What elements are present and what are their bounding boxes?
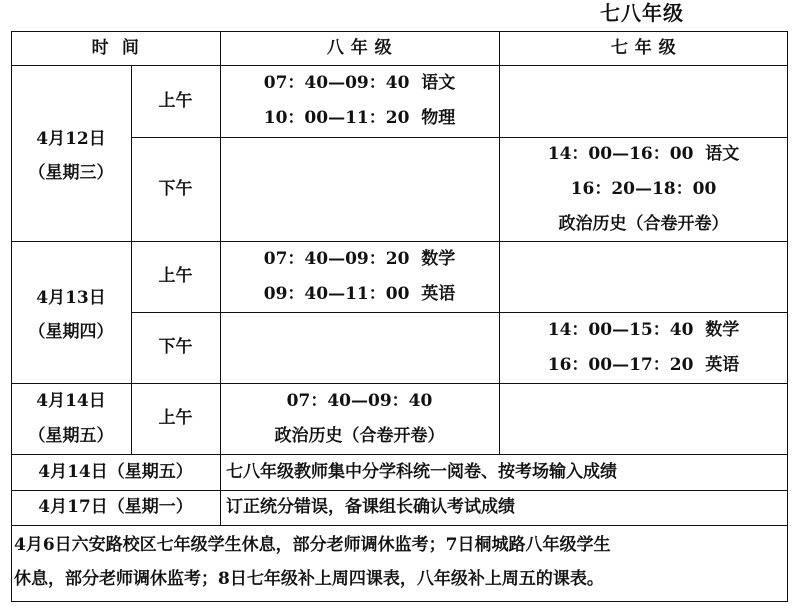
- g8-am-session: [220, 241, 499, 312]
- footnote-line: 休息，部分老师调休监考；8日七年级补上周四课表，八年级补上周五的课表。: [14, 569, 604, 589]
- summary-date: 4月14日（星期五）: [38, 461, 193, 482]
- am-label: 上午: [158, 90, 193, 111]
- table-border-bottom: [11, 601, 788, 602]
- session-line: 09：40—11：00 英语: [263, 283, 456, 304]
- header-time: 时 间: [91, 37, 140, 58]
- header-grade7: 七 年 级: [610, 37, 677, 58]
- date-cell: [11, 383, 131, 454]
- date-label: 4月12日: [36, 129, 106, 149]
- session-line: 16：20—18：00: [570, 178, 717, 199]
- am-label: 上午: [158, 408, 193, 428]
- session-line: 14：00—15：40 数学: [547, 319, 740, 340]
- g7-pm-session: [499, 137, 788, 241]
- weekday-label: （星期五）: [28, 425, 114, 446]
- footnote-line: 4月6日六安路校区七年级学生休息，部分老师调休监考；7日桐城路八年级学生: [14, 535, 611, 555]
- g7-pm-session: [499, 312, 788, 383]
- session-line: 07：40—09：40 语文: [263, 73, 456, 93]
- g8-am-session: [220, 65, 499, 137]
- g8-am-session: [220, 383, 499, 454]
- summary-text: 订正统分错误，备课组长确认考试成绩: [226, 497, 515, 517]
- session-line: 政治历史（合卷开卷）: [558, 213, 729, 234]
- am-label: 上午: [158, 266, 193, 286]
- session-line: 10：00—11：20 物理: [263, 108, 456, 128]
- session-line: 14：00—16：00 语文: [547, 143, 740, 164]
- date-label: 4月14日: [36, 390, 106, 411]
- session-line: 07：40—09：20 数学: [263, 248, 456, 269]
- pm-label: 下午: [158, 337, 193, 357]
- date-label: 4月13日: [36, 288, 106, 308]
- summary-text: 七八年级教师集中分学科统一阅卷、按考场输入成绩: [226, 461, 617, 482]
- date-cell: [11, 278, 131, 352]
- page-title: 七八年级: [600, 1, 684, 25]
- weekday-label: （星期四）: [28, 322, 114, 342]
- footnote: [14, 528, 784, 596]
- exam-schedule-table: [11, 31, 788, 602]
- pm-label: 下午: [158, 178, 193, 199]
- session-line: 16：00—17：20 英语: [547, 354, 740, 375]
- col-divider: [499, 31, 500, 454]
- row-divider: [11, 525, 788, 526]
- summary-date: 4月17日（星期一）: [38, 497, 193, 517]
- header-grade8: 八 年 级: [326, 37, 393, 58]
- weekday-label: （星期三）: [28, 163, 114, 183]
- date-cell: [11, 119, 131, 193]
- session-line: 政治历史（合卷开卷）: [274, 425, 445, 446]
- session-line: 07：40—09：40: [286, 390, 433, 411]
